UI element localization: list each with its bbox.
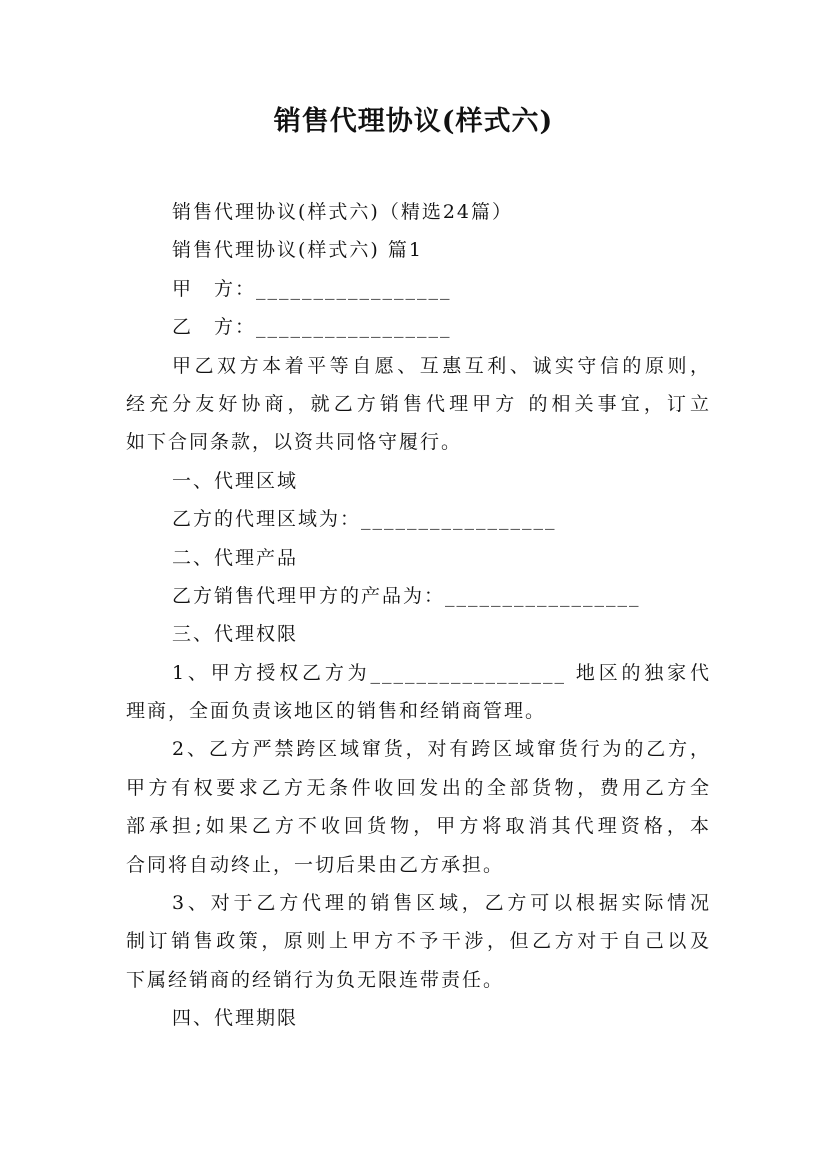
document-line: 二、代理产品	[172, 546, 299, 569]
document-line: 3、对于乙方代理的销售区域，乙方可以根据实际情况	[172, 892, 711, 915]
document-body	[126, 193, 711, 1038]
document-line: 下属经销商的经销行为负无限连带责任。	[126, 968, 505, 991]
document-line: 甲 方：_________________	[172, 277, 452, 300]
document-line: 销售代理协议(样式六) 篇1	[172, 239, 423, 262]
document-line: 理商，全面负责该地区的销售和经销商管理。	[126, 700, 547, 723]
document-line: 合同将自动终止，一切后果由乙方承担。	[126, 853, 505, 876]
document-line: 1、甲方授权乙方为_________________ 地区的独家代	[172, 661, 711, 684]
document-title: 销售代理协议(样式六)	[273, 106, 554, 137]
document-line: 2、乙方严禁跨区域窜货，对有跨区域窜货行为的乙方，	[172, 738, 711, 761]
document-line: 销售代理协议(样式六)（精选24篇）	[172, 201, 514, 223]
document-line: 经充分友好协商，就乙方销售代理甲方 的相关事宜，订立	[126, 392, 711, 415]
document-line: 四、代理期限	[172, 1007, 299, 1030]
document-line: 三、代理权限	[172, 623, 299, 646]
document-line: 甲方有权要求乙方无条件收回发出的全部货物，费用乙方全	[126, 776, 711, 799]
document-line: 一、代理区域	[172, 469, 299, 492]
document-line: 乙方的代理区域为：_________________	[172, 508, 557, 531]
document-line: 如下合同条款，以资共同恪守履行。	[126, 431, 463, 454]
document-line: 乙方销售代理甲方的产品为：_________________	[172, 584, 641, 607]
document-line: 乙 方：_________________	[172, 316, 452, 339]
document-line: 部承担;如果乙方不收回货物，甲方将取消其代理资格，本	[126, 815, 711, 838]
document-line: 甲乙双方本着平等自愿、互惠互利、诚实守信的原则，	[172, 354, 711, 377]
document-line: 制订销售政策，原则上甲方不予干涉，但乙方对于自己以及	[126, 930, 711, 953]
